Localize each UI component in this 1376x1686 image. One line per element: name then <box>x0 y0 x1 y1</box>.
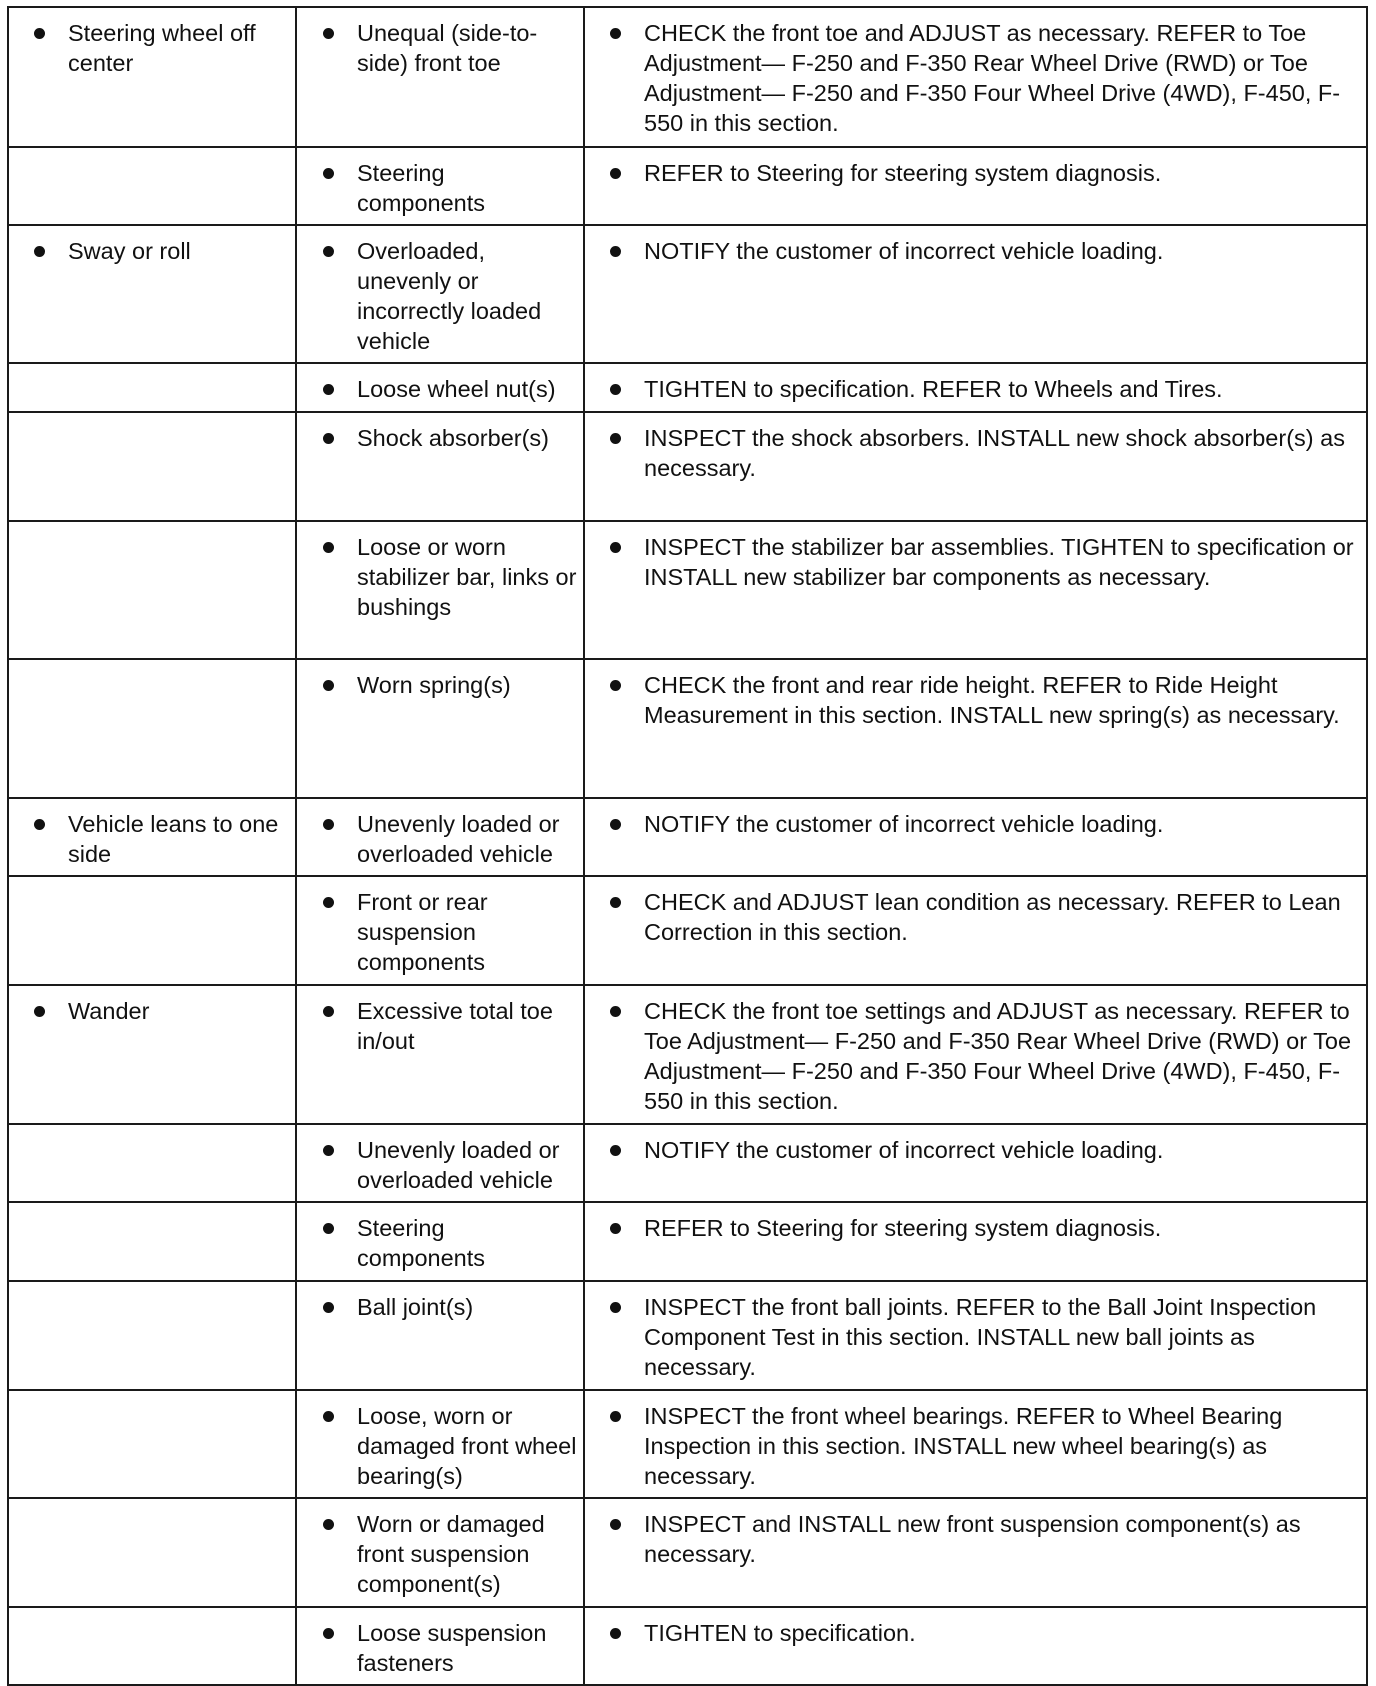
bullet-icon <box>323 433 334 444</box>
action-text: NOTIFY the customer of incorrect vehicle loading. <box>644 811 1164 837</box>
action-cell <box>584 1498 1367 1607</box>
action-cell <box>584 1281 1367 1390</box>
bullet-icon <box>610 680 621 691</box>
table-row <box>8 521 1367 659</box>
action-text: INSPECT the stabilizer bar assemblies. TIGHTEN to specification or INSTALL new stabilizer bar components as necessary. <box>644 534 1354 590</box>
condition-item <box>9 996 289 1026</box>
table-row <box>8 798 1367 876</box>
condition-cell <box>8 147 296 225</box>
table-row <box>8 659 1367 798</box>
condition-cell <box>8 521 296 659</box>
cause-text: Front or rear suspension components <box>357 889 488 975</box>
table-row <box>8 225 1367 363</box>
cause-item <box>297 996 577 1056</box>
action-text: NOTIFY the customer of incorrect vehicle loading. <box>644 1137 1164 1163</box>
table-row <box>8 876 1367 985</box>
bullet-icon <box>323 246 334 257</box>
cause-text: Loose suspension fasteners <box>357 1620 547 1676</box>
action-item <box>585 1213 1360 1243</box>
bullet-icon <box>610 1006 621 1017</box>
bullet-icon <box>610 819 621 830</box>
action-cell <box>584 1202 1367 1281</box>
cause-text: Loose, worn or damaged front wheel bearing(s) <box>357 1403 577 1489</box>
bullet-icon <box>323 897 334 908</box>
bullet-icon <box>323 542 334 553</box>
table-row <box>8 363 1367 412</box>
condition-text: Wander <box>68 998 150 1024</box>
bullet-icon <box>323 819 334 830</box>
table-row <box>8 1124 1367 1202</box>
cause-item <box>297 1618 577 1678</box>
condition-cell <box>8 985 296 1124</box>
condition-cell <box>8 1281 296 1390</box>
condition-cell <box>8 1607 296 1685</box>
cause-cell <box>296 1607 584 1685</box>
table-row <box>8 1281 1367 1390</box>
cause-item <box>297 236 577 356</box>
bullet-icon <box>323 28 334 39</box>
cause-cell <box>296 1390 584 1498</box>
action-text: NOTIFY the customer of incorrect vehicle loading. <box>644 238 1164 264</box>
cause-text: Shock absorber(s) <box>357 425 549 451</box>
condition-cell <box>8 225 296 363</box>
condition-cell <box>8 1390 296 1498</box>
condition-text: Vehicle leans to one side <box>68 811 279 867</box>
cause-cell <box>296 1281 584 1390</box>
condition-item <box>9 236 289 266</box>
action-item <box>585 423 1360 483</box>
condition-cell <box>8 1498 296 1607</box>
bullet-icon <box>610 1302 621 1313</box>
action-item <box>585 996 1360 1116</box>
action-text: TIGHTEN to specification. <box>644 1620 916 1646</box>
bullet-icon <box>610 1223 621 1234</box>
table-row <box>8 7 1367 147</box>
cause-cell <box>296 798 584 876</box>
cause-text: Steering components <box>357 1215 486 1271</box>
cause-cell <box>296 876 584 985</box>
bullet-icon <box>34 1006 45 1017</box>
table-row <box>8 147 1367 225</box>
bullet-icon <box>323 384 334 395</box>
action-cell <box>584 363 1367 412</box>
cause-cell <box>296 7 584 147</box>
bullet-icon <box>610 28 621 39</box>
bullet-icon <box>323 1302 334 1313</box>
action-text: TIGHTEN to specification. REFER to Wheels and Tires. <box>644 376 1223 402</box>
cause-item <box>297 18 577 78</box>
bullet-icon <box>34 246 45 257</box>
action-item <box>585 670 1360 730</box>
cause-text: Unevenly loaded or overloaded vehicle <box>357 811 560 867</box>
action-cell <box>584 147 1367 225</box>
table-row <box>8 1498 1367 1607</box>
cause-text: Loose or worn stabilizer bar, links or bushings <box>357 534 577 620</box>
cause-item <box>297 1292 577 1322</box>
cause-cell <box>296 985 584 1124</box>
cause-text: Steering components <box>357 160 486 216</box>
bullet-icon <box>610 168 621 179</box>
condition-cell <box>8 412 296 521</box>
bullet-icon <box>610 246 621 257</box>
table-row <box>8 1390 1367 1498</box>
table-row <box>8 412 1367 521</box>
table-row <box>8 985 1367 1124</box>
condition-cell <box>8 659 296 798</box>
action-item <box>585 532 1360 592</box>
cause-cell <box>296 1202 584 1281</box>
bullet-icon <box>610 1145 621 1156</box>
action-item <box>585 18 1360 138</box>
cause-item <box>297 809 577 869</box>
cause-item <box>297 423 577 453</box>
condition-cell <box>8 1202 296 1281</box>
cause-cell <box>296 363 584 412</box>
action-cell <box>584 1607 1367 1685</box>
action-text: REFER to Steering for steering system diagnosis. <box>644 160 1162 186</box>
condition-text: Steering wheel off center <box>68 20 256 76</box>
action-text: CHECK the front and rear ride height. REFER to Ride Height Measurement in this section. INSTALL new spring(s) as necessary. <box>644 672 1340 728</box>
bullet-icon <box>323 1223 334 1234</box>
cause-text: Overloaded, unevenly or incorrectly loaded vehicle <box>357 238 542 354</box>
action-item <box>585 809 1360 839</box>
action-cell <box>584 659 1367 798</box>
condition-cell <box>8 876 296 985</box>
cause-text: Ball joint(s) <box>357 1294 474 1320</box>
action-cell <box>584 412 1367 521</box>
action-item <box>585 1401 1360 1491</box>
bullet-icon <box>610 1519 621 1530</box>
condition-cell <box>8 7 296 147</box>
cause-item <box>297 887 577 977</box>
action-cell <box>584 1390 1367 1498</box>
cause-item <box>297 532 577 622</box>
cause-item <box>297 1401 577 1491</box>
action-item <box>585 1509 1360 1569</box>
bullet-icon <box>34 28 45 39</box>
action-cell <box>584 225 1367 363</box>
table-row <box>8 1202 1367 1281</box>
bullet-icon <box>610 1628 621 1639</box>
action-text: INSPECT the front wheel bearings. REFER to Wheel Bearing Inspection in this section. INSTALL new wheel bearing(s) as necessary. <box>644 1403 1283 1489</box>
action-cell <box>584 7 1367 147</box>
bullet-icon <box>610 1411 621 1422</box>
bullet-icon <box>323 1411 334 1422</box>
bullet-icon <box>323 680 334 691</box>
action-text: INSPECT and INSTALL new front suspension component(s) as necessary. <box>644 1511 1301 1567</box>
action-text: REFER to Steering for steering system diagnosis. <box>644 1215 1162 1241</box>
condition-text: Sway or roll <box>68 238 191 264</box>
cause-cell <box>296 1498 584 1607</box>
action-text: CHECK the front toe and ADJUST as necessary. REFER to Toe Adjustment— F-250 and F-350 Rear Wheel Drive (RWD) or Toe Adjustment— F-250 and F-350 Four Wheel Drive (4WD), F-450, F-550 in this section. <box>644 20 1341 136</box>
cause-item <box>297 1213 577 1273</box>
cause-text: Worn spring(s) <box>357 672 511 698</box>
cause-item <box>297 1135 577 1195</box>
cause-item <box>297 158 577 218</box>
cause-cell <box>296 521 584 659</box>
action-cell <box>584 798 1367 876</box>
action-cell <box>584 985 1367 1124</box>
cause-text: Worn or damaged front suspension component(s) <box>357 1511 545 1597</box>
cause-cell <box>296 1124 584 1202</box>
action-item <box>585 158 1360 188</box>
condition-cell <box>8 363 296 412</box>
cause-text: Unevenly loaded or overloaded vehicle <box>357 1137 560 1193</box>
condition-item <box>9 18 289 78</box>
table-row <box>8 1607 1367 1685</box>
cause-cell <box>296 412 584 521</box>
action-text: CHECK and ADJUST lean condition as necessary. REFER to Lean Correction in this section. <box>644 889 1341 945</box>
bullet-icon <box>610 433 621 444</box>
condition-item <box>9 809 289 869</box>
action-item <box>585 1618 1360 1648</box>
bullet-icon <box>610 542 621 553</box>
bullet-icon <box>323 168 334 179</box>
action-item <box>585 374 1360 404</box>
bullet-icon <box>34 819 45 830</box>
bullet-icon <box>323 1145 334 1156</box>
action-cell <box>584 876 1367 985</box>
diagnosis-table-body <box>8 7 1367 1685</box>
diagnosis-table <box>7 6 1368 1686</box>
cause-cell <box>296 147 584 225</box>
bullet-icon <box>610 384 621 395</box>
cause-item <box>297 670 577 700</box>
cause-cell <box>296 659 584 798</box>
action-text: CHECK the front toe settings and ADJUST as necessary. REFER to Toe Adjustment— F-250 and F-350 Rear Wheel Drive (RWD) or Toe Adjustment— F-250 and F-350 Four Wheel Drive (4WD), F-450, F-550 in this section. <box>644 998 1352 1114</box>
cause-text: Unequal (side-to-side) front toe <box>357 20 538 76</box>
action-item <box>585 236 1360 266</box>
bullet-icon <box>323 1006 334 1017</box>
condition-cell <box>8 1124 296 1202</box>
action-text: INSPECT the front ball joints. REFER to the Ball Joint Inspection Component Test in this section. INSTALL new ball joints as necessary. <box>644 1294 1317 1380</box>
cause-item <box>297 374 577 404</box>
cause-item <box>297 1509 577 1599</box>
action-text: INSPECT the shock absorbers. INSTALL new shock absorber(s) as necessary. <box>644 425 1345 481</box>
bullet-icon <box>323 1628 334 1639</box>
cause-text: Loose wheel nut(s) <box>357 376 556 402</box>
cause-text: Excessive total toe in/out <box>357 998 553 1054</box>
action-item <box>585 887 1360 947</box>
condition-cell <box>8 798 296 876</box>
action-item <box>585 1135 1360 1165</box>
bullet-icon <box>610 897 621 908</box>
bullet-icon <box>323 1519 334 1530</box>
action-cell <box>584 1124 1367 1202</box>
cause-cell <box>296 225 584 363</box>
action-cell <box>584 521 1367 659</box>
action-item <box>585 1292 1360 1382</box>
